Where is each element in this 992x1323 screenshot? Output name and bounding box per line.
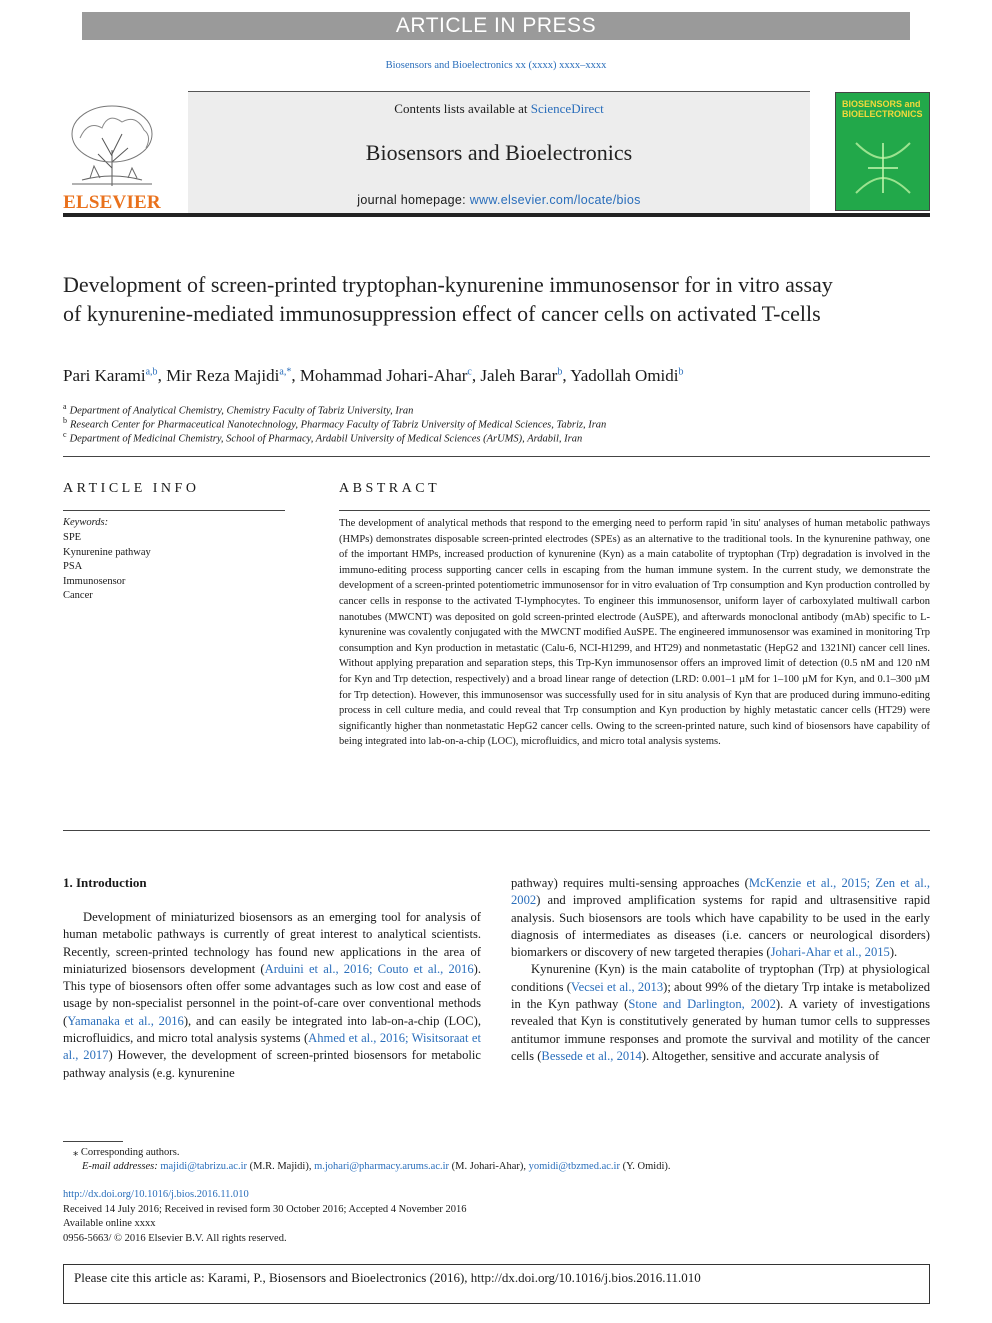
journal-reference[interactable]: Biosensors and Bioelectronics xx (xxxx) xxxx–xxxx — [385, 60, 607, 71]
email-link[interactable]: yomidi@tbzmed.ac.ir — [528, 1161, 620, 1172]
received-dates: Received 14 July 2016; Received in revised form 30 October 2016; Accepted 4 November 2016 — [63, 1203, 467, 1215]
abstract-text: The development of analytical methods that respond to the emerging need to perform rapid 'in situ' analyses of human metabolic pathways (HMPs) demonstrates disposable screen-printed electrodes (SPEs) as an alternative to the traditional tools. In the kynurenine pathway, one of the important HMPs, increased production of kynurenine (Kyn) as a main catabolite of tryptophan (Trp) degradation is involved in the immuno-editing process supporting cancer cells in escaping from the human immune system. In the current study, we demonstrate the development of a screen-printed potentiometric immunosensor for in vitro evaluation of Trp consumption and Kyn production controlled by cancer cells in response to the activated T-lymphocytes. To engineer this immunosensor, uniform layer of carboxylated multiwall carbon nanotubes (MWCNT) was deposited on gold screen-printed electrode (AuSPE), and afterwards monoclonal antibody (mAb) specific to L-kynurenine was covalently conjugated with the MWCNT modified AuSPE. The engineered immunosensor was examined in monitoring Trp consumption and Kyn production in metastatic (Calu-6, NCI-H1299, and HT29) and nonmetastatic (HepG2 and 1321NI) cancer cell lines. Without applying preparation and separation steps, this Trp-Kyn immunosensor offers an improved limit of detection (0.5 nM and 120 nM for Kyn and Trp detection, respectively) and a broad linear range of detection (LRD: 0.001–1 µM for 1–100 µM for Kyn, and 0.1–300 µM for Trp detection). However, this immunosensor was successfully used for in situ analysis of Kyn that are produced during immuno-editing process in cell culture media, and could reveal that Trp consumption and Kyn production by highly metastatic cancer cells (HT29) were significantly higher than nonmetastatic HepG2 cancer cells. Owing to the screen-printed nature, such kind of biosensors have capability of being integrated into lab-on-a-chip (LOC), microfluidics, and micro total analysis systems. — [339, 518, 930, 748]
text-run: ). A variety of investigations revealed that Kyn is constitutively generated by human tumor cells to suppresses antitumor immune responses and promote the survival and motility of the cancer cells ( — [511, 997, 930, 1063]
body-column-right — [511, 875, 930, 1065]
text-run: ), and can easily be integrated into lab-on-a-chip (LOC), microfluidics, and micro total analysis systems ( — [63, 1013, 481, 1046]
affiliation-text: Department of Medicinal Chemistry, School of Pharmacy, Ardabil University of Medical Sciences (ArUMS), Ardabil, Iran — [69, 433, 583, 445]
author-affiliation-marker: b — [557, 366, 563, 378]
article-title: Development of screen-printed tryptophan-kynurenine immunosensor for in vitro assay of kynurenine-mediated immunosuppression effect of cancer cells on activated T-cells — [63, 272, 833, 326]
homepage-link[interactable]: www.elsevier.com/locate/bios — [469, 193, 641, 207]
divider — [63, 456, 930, 457]
available-online: Available online xxxx — [63, 1218, 156, 1230]
keyword: Cancer — [63, 590, 93, 601]
homepage-label: journal homepage: — [357, 193, 470, 207]
author-name[interactable]: Pari Karami — [63, 366, 146, 385]
affiliation-b: $^b$ Research Center for Pharmaceutical Nanotechnology, Pharmacy Faculty of Tabriz University of Medical Sciences, Tabriz, Iran — [63, 416, 607, 431]
email-owner: (M. Johari-Ahar), — [449, 1161, 529, 1172]
text-run: Kynurenine (Kyn) is the main catabolite of tryptophan (Trp) at physiological conditions ( — [511, 962, 930, 994]
text-run: ) and improved amplification systems for rapid and ultrasensitive rapid analysis. Such biosensors are tools which have capability to be used in the early diagnosis of intermediates as diseases (i.e. cancers or neurological disorders) biomarkers or discovery of new targeted therapies ( — [511, 893, 930, 960]
affiliation-text: Research Center for Pharmaceutical Nanotechnology, Pharmacy Faculty of Tabriz University of Medical Sciences, Tabriz, Iran — [70, 419, 607, 431]
affiliation-a: $^a$ Department of Analytical Chemistry, Chemistry Faculty of Tabriz University, Iran — [63, 402, 414, 417]
footnote-rule — [63, 1141, 123, 1142]
text-run: ); about 99% of the dietary Trp intake is metabolized in the Kyn pathway ( — [511, 979, 930, 1012]
article-in-press-banner: ARTICLE IN PRESS — [82, 12, 910, 40]
divider — [339, 510, 930, 511]
author-name[interactable]: Jaleh Barar — [480, 366, 558, 385]
contents-prefix: Contents lists available at — [394, 101, 531, 116]
email-link[interactable]: m.johari@pharmacy.arums.ac.ir — [314, 1161, 450, 1172]
paragraph — [511, 875, 930, 961]
citation-link[interactable]: Yamanaka et al., 2016 — [67, 1013, 184, 1028]
email-link[interactable]: majidi@tabrizu.ac.ir — [160, 1161, 247, 1172]
author-name[interactable]: Mohammad Johari-Ahar — [299, 366, 468, 385]
text-run: pathway) requires multi-sensing approaches ( — [511, 876, 749, 890]
keyword: SPE — [63, 532, 82, 543]
paragraph — [511, 961, 930, 1065]
sciencedirect-link[interactable]: ScienceDirect — [530, 101, 604, 116]
citation-link[interactable]: Stone and Darlington, 2002 — [628, 997, 776, 1012]
keyword: Immunosensor — [63, 575, 126, 587]
email-owner: (M.R. Majidi), — [247, 1161, 315, 1172]
citation-link[interactable]: Johari-Ahar et al., 2015 — [770, 945, 890, 960]
abstract-heading: ABSTRACT — [339, 481, 441, 496]
divider — [63, 510, 285, 511]
divider — [63, 830, 930, 831]
author-name[interactable]: Mir Reza Majidi — [166, 366, 280, 385]
email-label: E-mail addresses: — [82, 1161, 161, 1172]
header-top-rule — [188, 91, 810, 92]
elsevier-wordmark: ELSEVIER — [63, 192, 161, 213]
text-run: ). — [889, 945, 898, 960]
cover-graphic-icon — [846, 133, 920, 203]
journal-cover-image[interactable] — [835, 92, 930, 211]
author-name[interactable]: Yadollah Omidi — [570, 366, 679, 385]
citation-link[interactable]: Arduini et al., 2016; Couto et al., 2016 — [264, 961, 474, 976]
journal-homepage — [188, 193, 810, 207]
author-affiliation-marker: a,b — [145, 366, 158, 378]
author-affiliation-marker: b — [678, 366, 684, 378]
text-run: ). Altogether, sensitive and accurate analysis of — [641, 1048, 880, 1063]
text-run: Development of miniaturized biosensors as an emerging tool for analysis of human metabolic pathways is currently of great interest to analytical scientists. Recently, screen-printed technology has found new applications in the area of miniaturized biosensors development ( — [63, 910, 481, 976]
cover-title: BIOSENSORS and BIOELECTRONICS — [842, 99, 923, 119]
citation-link[interactable]: Ahmed et al., 2016; Wisitsoraat et al., 2017 — [63, 1031, 481, 1063]
citation-box: Please cite this article as: Karami, P., Biosensors and Bioelectronics (2016), http://dx.doi.org/10.1016/j.bios.2016.11.010 — [63, 1264, 930, 1304]
keywords-label: Keywords: — [63, 517, 109, 528]
citation-link[interactable]: McKenzie et al., 2015; Zen et al., 2002 — [511, 876, 930, 908]
citation-link[interactable]: Bessede et al., 2014 — [541, 1048, 642, 1063]
author-list: Pari Karami$^{a,b}$, Mir Reza Majidi$^{a,*}$, Mohammad Johari-Ahar$^c$, Jaleh Barar$^b$, Yadollah Omidi$^b$ — [63, 366, 684, 385]
corresponding-author-note: ⁎ Corresponding authors. — [73, 1147, 180, 1158]
article-info-heading: ARTICLE INFO — [63, 481, 200, 496]
journal-title: Biosensors and Bioelectronics — [365, 140, 633, 165]
doi-link[interactable]: http://dx.doi.org/10.1016/j.bios.2016.11.010 — [63, 1189, 249, 1200]
contents-line — [188, 101, 810, 117]
keyword: PSA — [63, 561, 83, 572]
keyword: Kynurenine pathway — [63, 546, 151, 558]
author-affiliation-marker: a,* — [279, 366, 292, 378]
affiliation-text: Department of Analytical Chemistry, Chemistry Faculty of Tabriz University, Iran — [69, 405, 414, 417]
header-rule — [63, 213, 930, 217]
text-run: ) However, the development of screen-printed biosensors for metabolic pathway analysis (e.g. kynurenine — [63, 1048, 481, 1080]
paragraph — [63, 909, 481, 1082]
keywords-list — [63, 531, 151, 604]
affiliation-c: $^c$ Department of Medicinal Chemistry, School of Pharmacy, Ardabil University of Medical Sciences (ArUMS), Ardabil, Iran — [63, 430, 583, 445]
copyright: 0956-5663/ © 2016 Elsevier B.V. All rights reserved. — [63, 1233, 287, 1245]
article-metadata — [63, 1188, 467, 1247]
text-run: ). This type of biosensors often offer some advantages such as low cost and ease of usage by non-specialist personnel in the point-of-care over conventional methods ( — [63, 961, 481, 1028]
email-addresses — [82, 1161, 671, 1172]
citation-link[interactable]: Vecsei et al., 2013 — [570, 979, 664, 994]
email-owner: (Y. Omidi). — [619, 1161, 671, 1172]
author-affiliation-marker: c — [467, 366, 472, 378]
body-column-left — [63, 909, 481, 1082]
section-heading-introduction: 1. Introduction — [63, 875, 147, 890]
